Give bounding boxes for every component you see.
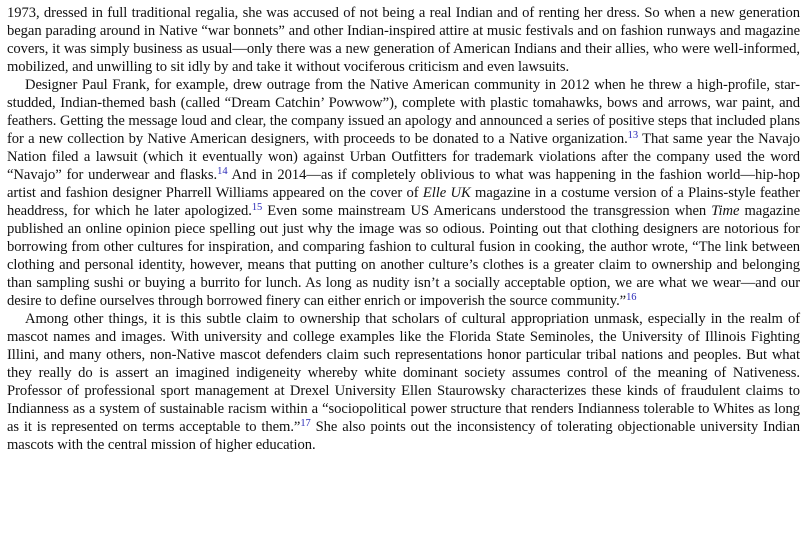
footnote-ref-17[interactable]: 17 <box>300 418 311 429</box>
p2-text-4: magazine in a costume version of a Plains-style feather headdress, for which he later apologized. <box>7 185 800 219</box>
footnote-ref-14[interactable]: 14 <box>217 166 228 177</box>
footnote-ref-16[interactable]: 16 <box>626 292 637 303</box>
p2-text-3: And in 2014—as if completely oblivious to what was happening in the fashion world—hip-hop artist and fashion designer Pharrell Williams appeared on the cover of <box>7 167 800 201</box>
footnote-ref-13[interactable]: 13 <box>627 130 639 141</box>
p1-text: 1973, dressed in full traditional regalia, she was accused of not being a real Indian and of renting her dress. So when a new generation began parading around in Native “war bonnets” and other Indian-inspired attire at music festivals and on fashion runways and magazine covers, it was simply business as usual—only there was a new generation of American Indians and their allies, who were well-informed, mobilized, and unwilling to sit idly by and take it without vociferous criticism and even lawsuits. <box>7 5 800 75</box>
p2-text-5: Even some mainstream US Americans understood the transgression when <box>262 203 712 219</box>
p3-text-1: Among other things, it is this subtle claim to ownership that scholars of cultural appropriation unmask, especially in the realm of mascot names and images. With university and college examples like the Florida State Seminoles, the University of Illinois Fighting Illini, and many others, non-Native mascot defenders claim such representations honor particular tribal nations and peoples. But what they really do is assert an imagined indigeneity whereby white dominant society assumes control of the meaning of Nativeness. Professor of professional sport management at Drexel University Ellen Staurowsky characterizes these kinds of fraudulent claims to Indianness as a system of sustainable racism within a “sociopolitical power structure that renders Indianness tolerable to Whites as long as it is represented on terms acceptable to them.” <box>7 311 800 435</box>
footnote-ref-15[interactable]: 15 <box>251 202 263 213</box>
p2-text-2: That same year the Navajo Nation filed a lawsuit (which it eventually won) against Urban Outfitters for trademark violations after the company used the word “Navajo” for underwear and flasks. <box>7 131 800 183</box>
paragraph-1 <box>7 4 800 76</box>
p2-text-6: magazine published an online opinion piece spelling out just why the image was so odious. Pointing out that clothing designers are notorious for borrowing from other cultures for inspiration, and comparing fashion to cultural fusion in cooking, the author wrote, “The link between clothing and personal identity, however, means that putting on another culture’s clothes is a greater claim to ownership and belonging than sampling sushi or buying a burrito for lunch. As long as nudity isn’t a socially acceptable option, we are what we wear—and our desire to define ourselves through borrowed finery can either enrich or impoverish the source community.” <box>7 203 801 309</box>
p2-italic-time: Time <box>711 203 740 219</box>
p2-text-1: Designer Paul Frank, for example, drew outrage from the Native American community in 2012 when he threw a high-profile, star-studded, Indian-themed bash (called “Dream Catchin’ Powwow”), complete with plastic tomahawks, bows and arrows, war paint, and feathers. Getting the message loud and clear, the company issued an apology and announced a series of positive steps that included plans for a new collection by Native American designers, with proceeds to be donated to a Native organization. <box>7 77 800 147</box>
p2-italic-elle-uk: Elle UK <box>422 185 471 201</box>
paragraph-2 <box>7 76 800 310</box>
paragraph-3 <box>7 310 800 454</box>
p3-text-2: She also points out the inconsistency of tolerating objectionable university Indian mascots with the central mission of higher education. <box>7 419 800 453</box>
